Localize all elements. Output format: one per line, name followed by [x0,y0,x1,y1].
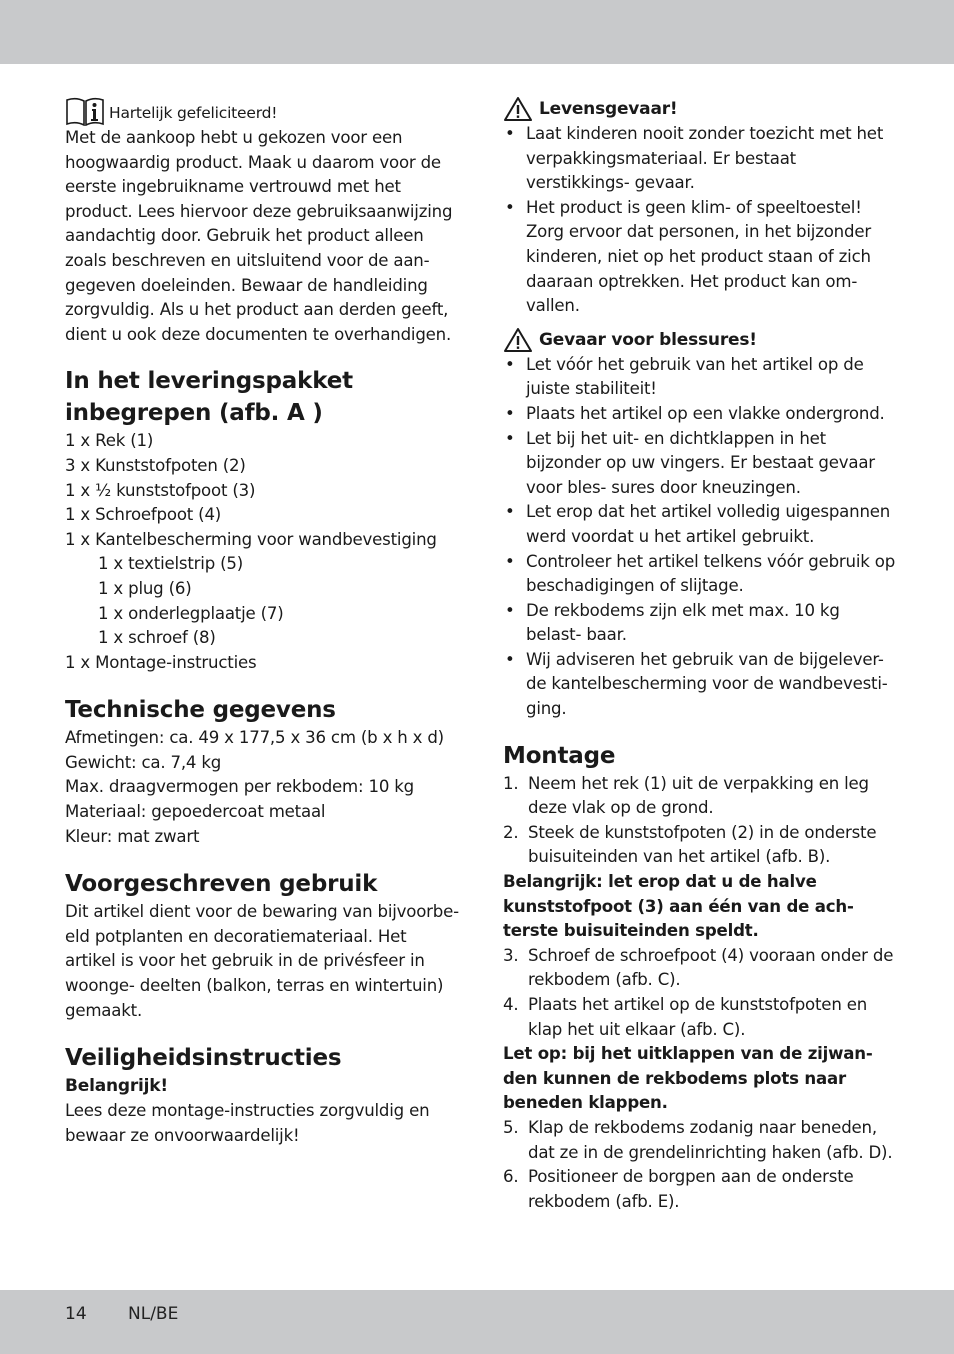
list-item: • Wij adviseren het gebruik van de bijgelever- de kantelbescherming voor de wandbevesti- ging. [503,648,898,722]
list-item: • De rekbodems zijn elk met max. 10 kg belast- baar. [503,599,898,648]
list-item: 1 x textielstrip (5) [98,554,244,574]
step-number: 2. [503,822,519,842]
step-text: Plaats het artikel op de kunststofpoten en klap het uit elkaar (afb. C). [528,995,868,1039]
spec-line: Max. draagvermogen per rekbodem: 10 kg [65,777,414,797]
delivery-list [65,429,460,675]
intended-use-heading: Voorgeschreven gebruik [65,871,378,898]
danger-life-list [503,122,898,319]
list-item: • Controleer het artikel telkens vóór gebruik op beschadigingen of slijtage. [503,550,898,599]
list-item: • Plaats het artikel op een vlakke ondergrond. [503,402,898,427]
spec-line: Gewicht: ca. 7,4 kg [65,752,222,772]
list-item: 1 x ½ kunststofpoot (3) [65,480,256,500]
list-item: • Let erop dat het artikel volledig uigespannen werd voordat u het artikel gebruikt. [503,500,898,549]
spec-line: Materiaal: gepoedercoat metaal [65,802,326,822]
step-text: Klap de rekbodems zodanig naar beneden, dat ze in de grendelinrichting haken (afb. D). [528,1117,893,1162]
montage-steps-c [503,1116,898,1214]
step-text: Steek de kunststofpoten (2) in de onderste buisuiteinden van het artikel (afb. B). [528,822,877,867]
step-item [503,1165,898,1214]
step-text: Positioneer de borgpen aan de onderste rekbodem (afb. E). [528,1167,854,1211]
list-item: • Het product is geen klim- of speeltoestel! Zorg ervoor dat personen, in het bijzonder kinderen, niet op het product staan of zich daaraan optrekken. Het product kan om- vallen. [503,196,898,319]
list-item: 1 x Montage-instructies [65,652,257,672]
header-band [0,0,954,64]
list-item: 1 x Rek (1) [65,431,154,451]
list-item: 1 x schroef (8) [98,628,216,648]
intended-use-body: Dit artikel dient voor de bewaring van bijvoorbe- eld potplanten en decoratiemateriaal. Het artikel is voor het gebruik in de privésfeer in woonge- deelten (balkon, terras en wintertuin) gemaakt. [65,902,459,1020]
danger-life-heading: Levensgevaar! [539,99,678,119]
step-item [503,821,898,870]
intro-body: Met de aankoop hebt u gekozen voor een hoogwaardig product. Maak u daarom voor de eerste ingebruikname vertrouwd met het product. Lees hiervoor deze gebruiksaanwijzing aandachtig door. Gebruik het product alleen zoals beschreven en uitsluitend voor de aan- gegeven doeleinden. Bewaar de handleiding zorgvuldig. Als u het product aan derden geeft, dient u ook deze documenten te overhandigen. [65,128,453,344]
right-column [503,96,898,1214]
danger-injury-heading-row [503,327,898,353]
technical-heading: Technische gegevens [65,697,336,724]
warning-triangle-icon [503,327,533,353]
step-number: 6. [503,1167,519,1187]
montage-heading: Montage [503,742,616,769]
spec-line: Kleur: mat zwart [65,826,200,846]
list-item: • Let vóór het gebruik van het artikel op de juiste stabiliteit! [503,353,898,402]
safety-heading: Veiligheidsinstructies [65,1045,342,1072]
step-number: 1. [503,773,519,793]
list-item: 1 x onderlegplaatje (7) [98,603,284,623]
left-column [65,96,460,1148]
list-item: 1 x Kantelbescherming voor wandbevestiging [65,529,437,549]
list-item: • Let bij het uit- en dichtklappen in het bijzonder op uw vingers. Er bestaat gevaar voor bles- sures door kneuzingen. [503,427,898,501]
intro-greeting: Hartelijk gefeliciteerd! [109,104,278,123]
montage-note-b: Let op: bij het uitklappen van de zijwan- den kunnen de rekbodems plots naar beneden klappen. [503,1044,873,1113]
step-number: 4. [503,995,519,1014]
danger-injury-list [503,353,898,722]
step-text: Schroef de schroefpoot (4) vooraan onder de rekbodem (afb. C). [528,945,894,990]
list-item: 1 x Schroefpoot (4) [65,505,222,525]
info-book-icon [65,96,105,126]
montage-steps-a [503,772,898,870]
step-text: Neem het rek (1) uit de verpakking en leg deze vlak op de grond. [528,773,869,818]
montage-steps-b [503,944,898,1042]
spec-line: Afmetingen: ca. 49 x 177,5 x 36 cm (b x h x d) [65,728,444,748]
danger-injury-heading: Gevaar voor blessures! [539,329,757,350]
step-item [503,944,898,993]
delivery-heading: In het leveringspakket inbegrepen (afb. A ) [65,368,353,427]
footer-locale: NL/BE [128,1304,179,1324]
intro-line [65,96,460,126]
danger-life-heading-row [503,96,898,122]
safety-subheading: Belangrijk! [65,1076,168,1097]
warning-triangle-icon [503,96,533,122]
page-number: 14 [65,1304,87,1324]
step-item [503,772,898,821]
list-item: 3 x Kunststofpoten (2) [65,455,246,475]
list-item: • Laat kinderen nooit zonder toezicht met het verpakkingsmateriaal. Er bestaat verstikkings- gevaar. [503,122,898,196]
list-item: 1 x plug (6) [98,578,192,598]
safety-body: Lees deze montage-instructies zorgvuldig en bewaar ze onvoorwaardelijk! [65,1101,430,1145]
technical-list [65,726,460,849]
step-number: 5. [503,1117,519,1137]
step-item [503,993,898,1042]
step-number: 3. [503,945,519,965]
step-item [503,1116,898,1165]
montage-note-a: Belangrijk: let erop dat u de halve kunststofpoot (3) aan één van de ach- terste buisuiteinden speldt. [503,872,854,941]
